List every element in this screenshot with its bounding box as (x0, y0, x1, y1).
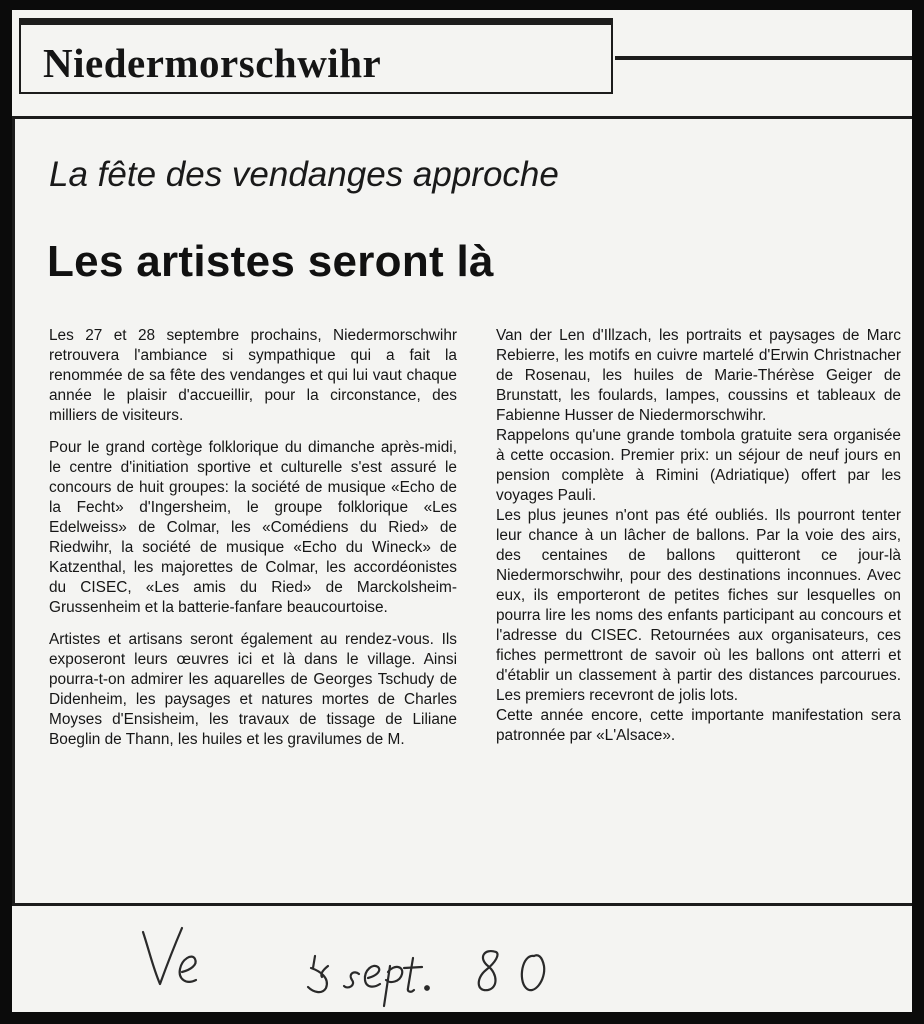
newspaper-clipping (12, 10, 912, 1012)
paragraph: Les 27 et 28 septembre prochains, Niedermorschwihr retrouvera l'ambiance si sympathique qui a fait la renommée de sa fête des vendanges et qui lui vaut chaque année le plaisir d'accueillir, pour la circonstance, des milliers de visiteurs. (49, 327, 457, 424)
article-column-right (496, 326, 901, 746)
article-kicker: La fête des vendanges approche (49, 155, 559, 194)
paragraph: Pour le grand cortège folklorique du dimanche après-midi, le centre d'initiation sportive et culturelle s'est assuré le concours de huit groupes: la société de musique «Echo de la Fecht» d'Ingersheim, le groupe folklorique «Les Edelweiss» de Colmar, les «Comédiens du Ried» de Riedwihr, la société de musique «Echo du Wineck» de Katzenthal, les majorettes de Colmar, les accordéonistes du CISEC, «Les amis du Ried» de Marckolsheim-Grussenheim et la batterie-fanfare beaucourtoise. (49, 439, 457, 616)
article-frame-left-edge (12, 116, 15, 906)
paragraph: Cette année encore, cette importante manifestation sera patronnée par «L'Alsace». (496, 707, 901, 744)
paragraph: Les plus jeunes n'ont pas été oubliés. Ils pourront tenter leur chance à un lâcher de ballons. Par la voie des airs, des centaines de ballons quitteront ce jour-là Niedermorschwihr, pour des destinations inconnues. Avec eux, ils emporteront de petites fiches sur lesquelles on pourra lire les noms des enfants participant au concours et l'adresse du CISEC. Retournées aux organisateurs, ces fiches permettront de savoir où les ballons ont atterri et d'établir un classement à partir des distances parcourues. Les premiers recevront de jolis lots. (496, 507, 901, 704)
header-rule (615, 56, 912, 60)
paragraph: Artistes et artisans seront également au rendez-vous. Ils exposeront leurs œuvres ici et là dans le village. Ainsi pourra-t-on admirer les aquarelles de Georges Tschudy de Didenheim, les paysages et natures mortes de Charles Moyses d'Ensisheim, les travaux de tissage de Liliane Boeglin de Thann, les huiles et les gravilumes de M. (49, 631, 457, 748)
section-title: Niedermorschwihr (43, 40, 382, 86)
paragraph: Rappelons qu'une grande tombola gratuite sera organisée à cette occasion. Premier prix: un séjour de neuf jours en pension complète à Rimini (Adriatique) offert par les voyages Pauli. (496, 427, 901, 504)
handwritten-date-drawing (12, 910, 912, 1012)
paragraph: Van der Len d'Illzach, les portraits et paysages de Marc Rebierre, les motifs en cuivre martelé d'Erwin Christnacher de Rosenau, les huiles de Marie-Thérèse Geiger de Brunstatt, les foulards, lampes, coussins et tableaux de Fabienne Husser de Niedermorschwihr. (496, 327, 901, 424)
article-column-left (49, 326, 457, 762)
handwritten-date-note (12, 910, 912, 1012)
section-header-box (19, 18, 613, 94)
article-headline: Les artistes seront là (47, 237, 494, 286)
